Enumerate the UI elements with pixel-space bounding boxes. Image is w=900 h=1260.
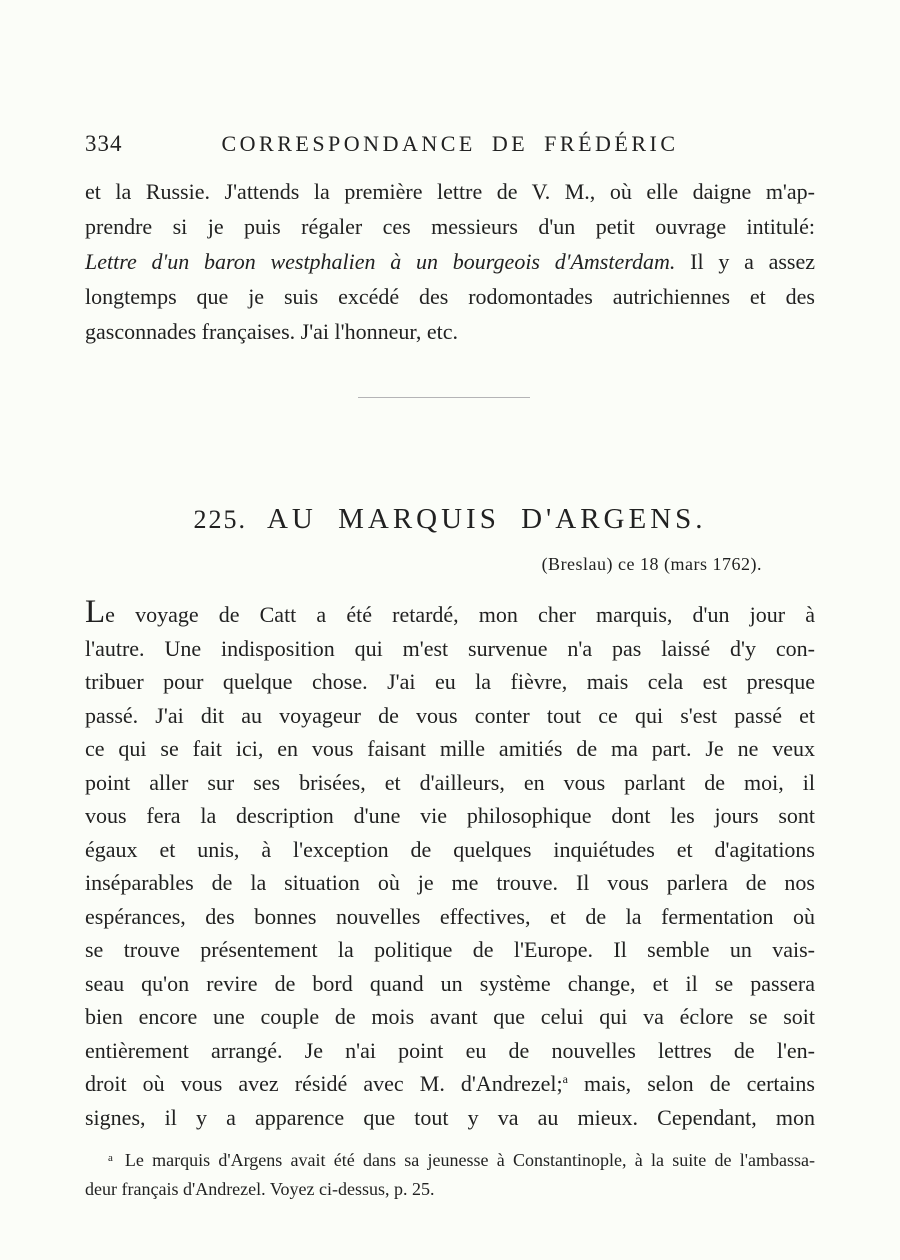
running-head bbox=[85, 131, 815, 159]
text-line: gasconnades françaises. J'ai l'honneur, etc. bbox=[85, 319, 458, 344]
section-divider-rule bbox=[358, 397, 530, 398]
text-line: prendre si je puis régaler ces messieurs d'un petit ouvrage intitulé: bbox=[85, 214, 815, 239]
letter-title: AU MARQUIS D'ARGENS. bbox=[266, 503, 707, 535]
letter-dateline: (Breslau) ce 18 (mars 1762). bbox=[541, 554, 762, 574]
text-line: égaux et unis, à l'exception de quelques inquiétudes et d'agitations bbox=[85, 836, 815, 862]
text-line: espérances, des bonnes nouvelles effectives, et de la fermentation où bbox=[85, 903, 815, 929]
text-line: tribuer pour quelque chose. J'ai eu la fièvre, mais cela est presque bbox=[85, 669, 815, 694]
text-line: point aller sur ses brisées, et d'ailleurs, en vous parlant de moi, il bbox=[85, 769, 815, 795]
text-line: entièrement arrangé. Je n'ai point eu de nouvelles lettres de l'en- bbox=[85, 1037, 815, 1063]
previous-letter-paragraph bbox=[85, 174, 815, 349]
letter-body bbox=[85, 594, 815, 1134]
footnote-marker: a bbox=[108, 1152, 113, 1164]
text-line: ce qui se fait ici, en vous faisant mille amitiés de ma part. Je ne veux bbox=[85, 736, 815, 761]
text-line: longtemps que je suis excédé des rodomontades autrichiennes et des bbox=[85, 284, 815, 309]
text-line bbox=[85, 1067, 815, 1101]
work-title-italic: Lettre d'un baron westphalien à un bourgeois d'Amsterdam. bbox=[85, 249, 676, 274]
text-line: se trouve présentement la politique de l'Europe. Il semble un vais- bbox=[85, 937, 815, 962]
text-line: et la Russie. J'attends la première lettre de V. M., où elle daigne m'ap- bbox=[85, 179, 815, 204]
text-line: passé. J'ai dit au voyageur de vous conter tout ce qui s'est passé et bbox=[85, 702, 815, 728]
text-segment: Il y a assez bbox=[690, 249, 816, 274]
running-title: CORRESPONDANCE DE FRÉDÉRIC bbox=[221, 131, 679, 156]
footnote bbox=[85, 1146, 815, 1203]
text-line: bien encore une couple de mois avant que celui qui va éclore se soit bbox=[85, 1004, 815, 1029]
text-segment: mais, selon de certains bbox=[584, 1071, 815, 1096]
footnote-line bbox=[85, 1146, 815, 1175]
text-line bbox=[85, 594, 815, 632]
text-line: vous fera la description d'une vie philosophique dont les jours sont bbox=[85, 803, 815, 828]
text-line: signes, il y a apparence que tout y va au mieux. Cependant, mon bbox=[85, 1104, 815, 1130]
letter-number: 225. bbox=[193, 505, 247, 534]
footnote-line: deur français d'Andrezel. Voyez ci-dessus, p. 25. bbox=[85, 1178, 435, 1199]
text-line bbox=[85, 244, 815, 279]
text-segment: droit où vous avez résidé avec M. d'Andrezel; bbox=[85, 1071, 563, 1096]
letter-heading bbox=[85, 503, 815, 536]
initial-capital: L bbox=[85, 594, 106, 630]
footnote-reference-marker: a bbox=[562, 1072, 568, 1086]
text-line: l'autre. Une indisposition qui m'est survenue n'a pas laissé d'y con- bbox=[85, 635, 815, 661]
text-segment: Le marquis d'Argens avait été dans sa jeunesse à Constantinople, à la suite de l'ambassa- bbox=[124, 1150, 815, 1170]
text-segment: e voyage de Catt a été retardé, mon cher marquis, d'un jour à bbox=[105, 602, 815, 627]
text-line: seau qu'on revire de bord quand un système change, et il se passera bbox=[85, 970, 815, 996]
page-number: 334 bbox=[85, 131, 123, 156]
text-line: inséparables de la situation où je me trouve. Il vous parlera de nos bbox=[85, 870, 815, 895]
